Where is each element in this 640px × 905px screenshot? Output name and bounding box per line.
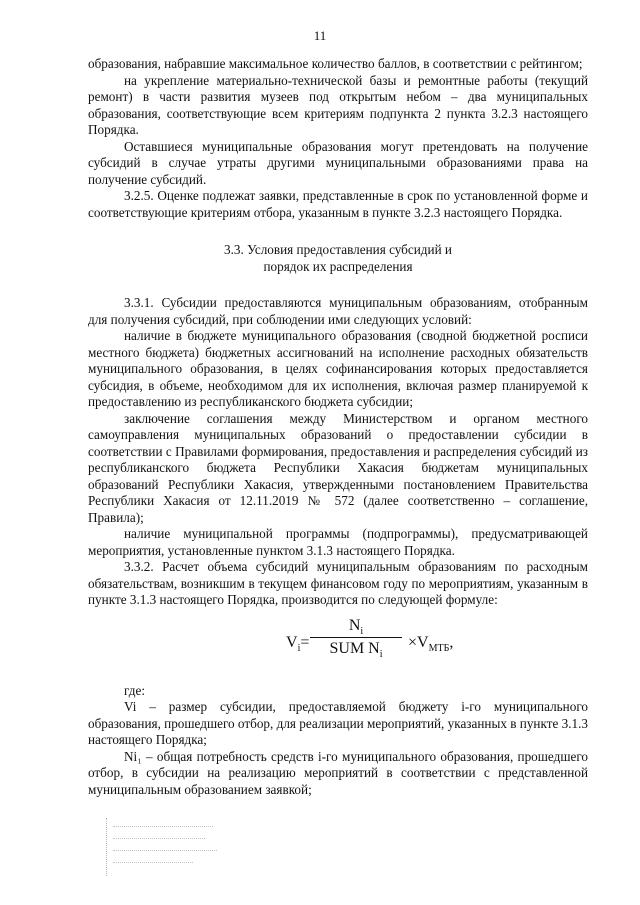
subsidy-formula [88, 613, 588, 677]
faint-registration-stamp [106, 818, 225, 876]
paragraph-b6: наличие в бюджете муниципального образования (сводной бюджетной росписи местного бюджета) бюджетных ассигнований на исполнение расходных обязательств муниципального образования, в целях софинансирования которых предоставляется субсидия, в объеме, необходимом для их исполнения, включая размер планируемой к предоставлению из республиканского бюджета субсидии; [88, 328, 588, 409]
page-number: 11 [313, 28, 327, 43]
section-heading-line1: 3.3. Условия предоставления субсидий и [224, 242, 452, 257]
paragraph-b7: заключение соглашения между Министерством и органом местного самоуправления муниципальных образований о предоставлении субсидии в соответствии с Правилами формирования, предоставления и распределения субсидий из республиканского бюджета Республики Хакасия бюджетам муниципальных образований Республики Хакасия, утвержденными постановлением Правительства Республики Хакасия от 12.11.2019 № 572 (далее соответственно – соглашение, Правила); [88, 410, 588, 525]
paragraph-b8: наличие муниципальной программы (подпрограммы), предусматривающей мероприятия, установленные пунктом 3.1.3 настоящего Порядка. [88, 526, 588, 558]
paragraph-b2: на укрепление материально-технической базы и ремонтные работы (текущий ремонт) в части развития музеев под открытым небом – два муниципальных образования, соответствующие всем критериям подпункта 2 пункта 3.2.3 настоящего Порядка. [88, 72, 588, 137]
formula-fraction [306, 615, 406, 660]
section-heading [88, 241, 588, 275]
paragraph-b9: 3.3.2. Расчет объема субсидий муниципальным образованиям по расходным обязательствам, возникшим в текущем финансовом году по мероприятиям, указанным в пункте 3.1.3 настоящего Порядка, производится по следующей формуле: [88, 559, 588, 607]
section-heading-line2: порядок их распределения [263, 259, 413, 274]
formula-rhs: $\times V_{МТБ}$, [408, 633, 454, 654]
paragraph-b3: Оставшиеся муниципальные образования могут претендовать на получение субсидий в случае утраты другими муниципальными образованиями права на получение субсидий. [88, 138, 588, 187]
paragraph-b11: Ni₁ – общая потребность средств i-го муниципального образования, прошедшего отбор, в субсидии на реализацию мероприятий в соответствии с представленной муниципальным образованием заявкой; [88, 748, 588, 797]
paragraph-b1: образования, набравшие максимальное количество баллов, в соответствии с рейтингом; [88, 56, 583, 71]
document-body [88, 56, 588, 798]
formula-lhs: $V_i=$ [286, 633, 310, 654]
where-label: где: [124, 682, 145, 698]
paragraph-b4: 3.2.5. Оценке подлежат заявки, представленные в срок по установленной форме и соответствующие критериям отбора, указанным в пункте 3.2.3 настоящего Порядка. [88, 188, 588, 220]
paragraph-b10: Vi – размер субсидии, предоставляемой бюджету i-го муниципального образования, прошедшего отбор, для реализации мероприятий, указанных в пункте 3.1.3 настоящего Порядка; [88, 699, 588, 747]
paragraph-b5: 3.3.1. Субсидии предоставляются муниципальным образованиям, отобранным для получения субсидий, при соблюдении ими следующих условий: [88, 295, 588, 327]
formula-denominator: SUM $N_i$ [329, 639, 383, 660]
formula-numerator: $N_i$ [348, 616, 364, 637]
